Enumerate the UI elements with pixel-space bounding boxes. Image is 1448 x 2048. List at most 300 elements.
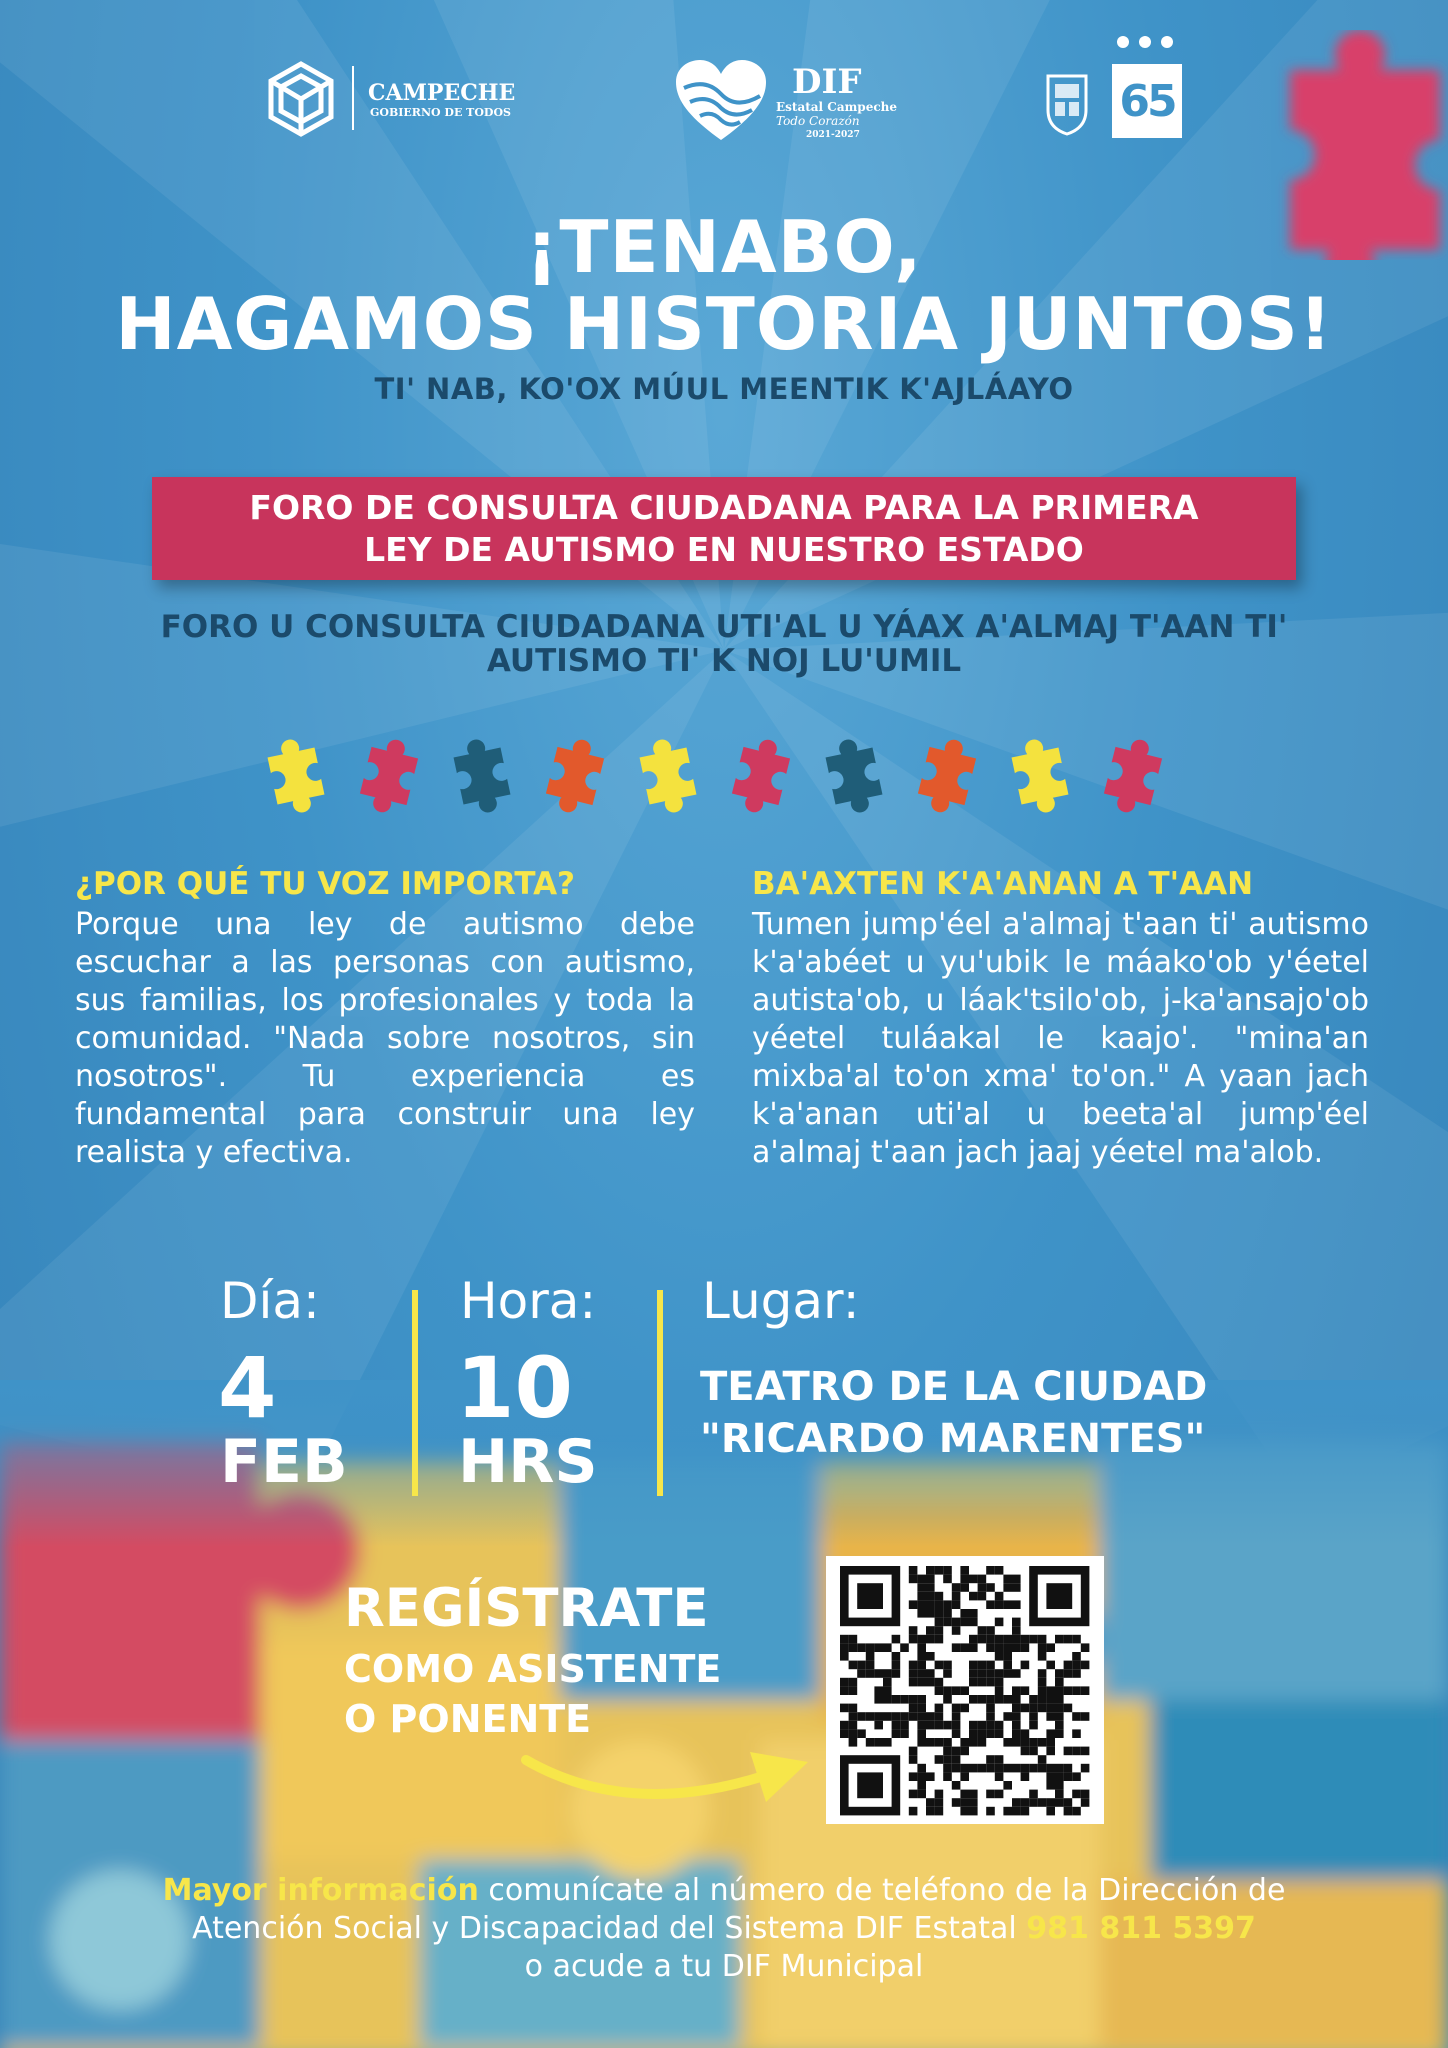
qr-module: [917, 1635, 926, 1644]
qr-module: [1029, 1712, 1038, 1721]
qr-module: [1046, 1738, 1055, 1747]
qr-module: [969, 1669, 978, 1678]
qr-module: [1003, 1583, 1012, 1592]
qr-module: [960, 1583, 969, 1592]
qr-module: [1003, 1807, 1012, 1816]
qr-module: [995, 1721, 1004, 1730]
qr-module: [840, 1652, 849, 1661]
qr-module: [1012, 1712, 1021, 1721]
divider-bar-2: [657, 1290, 663, 1496]
qr-module: [900, 1643, 909, 1652]
qr-module: [935, 1704, 944, 1713]
qr-module: [1046, 1764, 1055, 1773]
qr-module: [926, 1600, 935, 1609]
arrow-icon: [520, 1730, 820, 1820]
qr-module: [969, 1635, 978, 1644]
qr-module: [926, 1583, 935, 1592]
qr-module: [978, 1678, 987, 1687]
qr-module: [926, 1798, 935, 1807]
qr-module: [960, 1575, 969, 1584]
qr-module: [917, 1712, 926, 1721]
qr-module: [1064, 1764, 1073, 1773]
qr-module: [1038, 1798, 1047, 1807]
qr-module: [952, 1712, 961, 1721]
footer-line3: o acude a tu DIF Municipal: [524, 1949, 924, 1984]
qr-module: [874, 1695, 883, 1704]
qr-module: [857, 1669, 866, 1678]
qr-module: [840, 1686, 849, 1695]
qr-module: [1081, 1712, 1090, 1721]
qr-module: [849, 1738, 858, 1747]
qr-module: [892, 1721, 901, 1730]
qr-module: [1021, 1798, 1030, 1807]
qr-module: [1012, 1807, 1021, 1816]
qr-module: [1081, 1643, 1090, 1652]
qr-module: [986, 1807, 995, 1816]
qr-module: [917, 1609, 926, 1618]
qr-module: [935, 1686, 944, 1695]
qr-module: [969, 1764, 978, 1773]
qr-module: [952, 1755, 961, 1764]
why-maya-body: Tumen jump'éel a'almaj t'aan ti' autismo k'a'abéet u yu'ubik le máako'ob y'éetel autista'ob, u láak'tsilo'ob, j-ka'ansajo'ob yéetel tuláakal le kaajo'. "mina'an mixba'al to'on xma' to'on." A yaan jach k'a'anan uti'al u beeta'al jump'éel a'almaj t'aan jach jaaj yéetel ma'alob.: [752, 907, 1369, 1170]
qr-module: [978, 1661, 987, 1670]
qr-module: [943, 1695, 952, 1704]
qr-module: [909, 1755, 918, 1764]
qr-module: [849, 1678, 858, 1687]
qr-module: [909, 1695, 918, 1704]
qr-module: [995, 1790, 1004, 1799]
qr-module: [909, 1747, 918, 1756]
qr-module: [1021, 1747, 1030, 1756]
qr-module: [986, 1755, 995, 1764]
qr-module: [1038, 1669, 1047, 1678]
qr-module: [1029, 1721, 1038, 1730]
qr-module: [935, 1738, 944, 1747]
qr-module: [909, 1600, 918, 1609]
qr-module: [960, 1566, 969, 1575]
qr-module: [935, 1618, 944, 1627]
qr-module: [995, 1669, 1004, 1678]
qr-module: [935, 1635, 944, 1644]
qr-module: [926, 1635, 935, 1644]
qr-module: [857, 1729, 866, 1738]
forum-banner: [152, 477, 1296, 580]
qr-module: [1046, 1712, 1055, 1721]
qr-module: [926, 1678, 935, 1687]
qr-module: [986, 1635, 995, 1644]
qr-module: [935, 1807, 944, 1816]
qr-module: [1003, 1652, 1012, 1661]
qr-module: [995, 1600, 1004, 1609]
main-title-line2: HAGAMOS HISTORIA JUNTOS!: [115, 282, 1333, 366]
qr-module: [926, 1652, 935, 1661]
qr-module: [849, 1704, 858, 1713]
qr-module: [866, 1669, 875, 1678]
why-heading: ¿POR QUÉ TU VOZ IMPORTA?: [75, 866, 576, 902]
qr-module: [935, 1566, 944, 1575]
qr-module: [935, 1755, 944, 1764]
qr-module: [995, 1652, 1004, 1661]
qr-module: [1072, 1747, 1081, 1756]
footer-line1: [60, 1872, 1388, 1910]
qr-module: [1012, 1798, 1021, 1807]
qr-module: [1055, 1721, 1064, 1730]
footer-text2: Atención Social y Discapacidad del Sistema DIF Estatal: [192, 1911, 1027, 1946]
number-badge-value: 65: [1119, 75, 1175, 127]
qr-module: [1072, 1790, 1081, 1799]
dif-logo-name: DIF: [792, 62, 862, 102]
qr-module: [1029, 1764, 1038, 1773]
qr-module: [1055, 1686, 1064, 1695]
qr-module: [1012, 1729, 1021, 1738]
puzzle-piece-icon: [915, 734, 980, 818]
qr-module: [883, 1712, 892, 1721]
qr-module: [978, 1738, 987, 1747]
qr-module: [952, 1643, 961, 1652]
qr-module: [1081, 1790, 1090, 1799]
qr-module: [1072, 1686, 1081, 1695]
qr-module: [849, 1635, 858, 1644]
campeche-logo-icon: [265, 60, 337, 138]
qr-module: [1003, 1695, 1012, 1704]
qr-module: [986, 1626, 995, 1635]
qr-module: [1012, 1618, 1021, 1627]
puzzle-piece-icon: [451, 735, 513, 818]
qr-module: [849, 1729, 858, 1738]
dots-icon: [1117, 36, 1177, 50]
qr-module: [917, 1790, 926, 1799]
qr-module: [1055, 1772, 1064, 1781]
qr-module: [1029, 1635, 1038, 1644]
qr-module: [866, 1652, 875, 1661]
qr-module: [935, 1626, 944, 1635]
qr-module: [849, 1712, 858, 1721]
qr-module: [1055, 1729, 1064, 1738]
qr-module: [1029, 1790, 1038, 1799]
qr-module: [1012, 1704, 1021, 1713]
qr-module: [995, 1678, 1004, 1687]
qr-module: [1055, 1764, 1064, 1773]
qr-module: [840, 1704, 849, 1713]
qr-module: [1012, 1695, 1021, 1704]
why-body: Porque una ley de autismo debe escuchar a las personas con autismo, sus familias, los profesionales y toda la comunidad. "Nada sobre nosotros, sin nosotros". Tu experiencia es fundamental para construir una ley realista y efectiva.: [75, 907, 695, 1170]
qr-module: [926, 1712, 935, 1721]
campeche-logo-name: CAMPECHE: [368, 80, 516, 106]
qr-module: [986, 1600, 995, 1609]
qr-module: [909, 1772, 918, 1781]
qr-module: [952, 1764, 961, 1773]
qr-module: [969, 1738, 978, 1747]
qr-module: [978, 1592, 987, 1601]
qr-module: [857, 1712, 866, 1721]
qr-module: [866, 1738, 875, 1747]
qr-module: [840, 1635, 849, 1644]
qr-module: [883, 1643, 892, 1652]
qr-module: [892, 1729, 901, 1738]
qr-module: [1046, 1583, 1072, 1609]
qr-module: [995, 1635, 1004, 1644]
qr-module: [1081, 1747, 1090, 1756]
qr-module: [1055, 1678, 1064, 1687]
qr-module: [874, 1738, 883, 1747]
qr-module: [1012, 1643, 1021, 1652]
qr-module: [1046, 1798, 1055, 1807]
qr-module: [969, 1729, 978, 1738]
qr-module: [857, 1772, 883, 1798]
qr-module: [849, 1661, 858, 1670]
qr-module: [1021, 1704, 1030, 1713]
qr-module: [926, 1772, 935, 1781]
place-label: Lugar:: [702, 1272, 860, 1330]
qr-module: [986, 1669, 995, 1678]
qr-module: [969, 1695, 978, 1704]
qr-module: [917, 1738, 926, 1747]
qr-module: [1038, 1764, 1047, 1773]
qr-module: [926, 1626, 935, 1635]
qr-code[interactable]: [826, 1556, 1104, 1824]
qr-module: [1012, 1738, 1021, 1747]
qr-module: [952, 1686, 961, 1695]
puzzle-piece-icon: [1009, 735, 1071, 818]
qr-module: [1038, 1635, 1047, 1644]
qr-module: [960, 1738, 969, 1747]
qr-module: [969, 1678, 978, 1687]
qr-module: [849, 1721, 858, 1730]
qr-module: [978, 1635, 987, 1644]
qr-module: [926, 1669, 935, 1678]
qr-module: [1038, 1755, 1047, 1764]
qr-module: [917, 1781, 926, 1790]
qr-module: [849, 1643, 858, 1652]
qr-module: [960, 1798, 969, 1807]
qr-module: [995, 1764, 1004, 1773]
qr-module: [978, 1695, 987, 1704]
register-line2: COMO ASISTENTE: [344, 1647, 722, 1691]
municipal-crest-icon: [1044, 70, 1090, 136]
qr-module: [978, 1575, 987, 1584]
logo-divider: [352, 66, 354, 130]
qr-module: [952, 1798, 961, 1807]
qr-module: [874, 1712, 883, 1721]
qr-module: [892, 1695, 901, 1704]
qr-module: [1072, 1807, 1081, 1816]
qr-module: [1064, 1635, 1073, 1644]
qr-module: [986, 1643, 995, 1652]
qr-module: [1064, 1772, 1073, 1781]
qr-module: [909, 1807, 918, 1816]
puzzle-piece-icon: [265, 735, 327, 818]
qr-module: [1038, 1652, 1047, 1661]
qr-module: [917, 1643, 926, 1652]
qr-module: [917, 1661, 926, 1670]
qr-module: [969, 1790, 978, 1799]
register-title: REGÍSTRATE: [344, 1578, 709, 1639]
qr-module: [1021, 1635, 1030, 1644]
qr-module: [1046, 1729, 1055, 1738]
qr-module: [1064, 1807, 1073, 1816]
campeche-logo-tagline: GOBIERNO DE TODOS: [370, 106, 511, 119]
qr-module: [952, 1721, 961, 1730]
qr-module: [1046, 1695, 1055, 1704]
qr-module: [935, 1600, 944, 1609]
qr-module: [952, 1704, 961, 1713]
qr-module: [883, 1686, 892, 1695]
qr-module: [986, 1678, 995, 1687]
qr-module: [995, 1695, 1004, 1704]
qr-module: [883, 1678, 892, 1687]
qr-module: [926, 1566, 935, 1575]
qr-module: [935, 1790, 944, 1799]
qr-module: [1064, 1669, 1073, 1678]
qr-module: [943, 1755, 952, 1764]
qr-module: [1072, 1669, 1081, 1678]
qr-module: [874, 1643, 883, 1652]
qr-module: [1029, 1704, 1038, 1713]
qr-module: [917, 1772, 926, 1781]
forum-maya-title: [80, 610, 1368, 678]
qr-module: [952, 1592, 961, 1601]
qr-module: [943, 1747, 952, 1756]
qr-module: [952, 1600, 961, 1609]
qr-module: [892, 1635, 901, 1644]
qr-module: [866, 1643, 875, 1652]
qr-module: [883, 1669, 892, 1678]
forum-maya-line1: FORO U CONSULTA CIUDADANA UTI'AL U YÁAX A'ALMAJ T'AAN TI': [160, 609, 1288, 645]
qr-module: [1081, 1661, 1090, 1670]
qr-module: [909, 1661, 918, 1670]
qr-module: [909, 1678, 918, 1687]
qr-module: [917, 1721, 926, 1730]
qr-module: [917, 1583, 926, 1592]
main-title-line1: ¡TENABO,: [525, 205, 923, 289]
qr-module: [969, 1661, 978, 1670]
qr-module: [926, 1807, 935, 1816]
qr-module: [960, 1618, 969, 1627]
qr-module: [917, 1575, 926, 1584]
qr-module: [1012, 1635, 1021, 1644]
qr-module: [1064, 1686, 1073, 1695]
qr-module: [874, 1669, 883, 1678]
qr-module: [1064, 1661, 1073, 1670]
qr-module: [969, 1592, 978, 1601]
qr-module: [1064, 1747, 1073, 1756]
puzzle-piece-icon: [637, 735, 699, 818]
puzzle-piece-icon: [543, 734, 608, 818]
qr-module: [1072, 1652, 1081, 1661]
qr-module: [900, 1695, 909, 1704]
qr-module: [1003, 1781, 1012, 1790]
qr-module: [1021, 1729, 1030, 1738]
qr-module: [969, 1643, 978, 1652]
qr-module: [995, 1772, 1004, 1781]
puzzle-piece-icon: [729, 734, 794, 818]
qr-module: [960, 1764, 969, 1773]
dif-logo-years: 2021-2027: [806, 130, 860, 140]
qr-module: [952, 1626, 961, 1635]
qr-module: [883, 1695, 892, 1704]
qr-module: [960, 1790, 969, 1799]
qr-module: [866, 1661, 875, 1670]
qr-module: [1055, 1669, 1064, 1678]
qr-module: [1012, 1626, 1021, 1635]
qr-module: [1046, 1686, 1055, 1695]
day-number: 4: [218, 1339, 277, 1437]
forum-banner-line2: LEY DE AUTISMO EN NUESTRO ESTADO: [364, 529, 1084, 569]
qr-module: [978, 1626, 987, 1635]
qr-module: [917, 1600, 926, 1609]
qr-module: [1012, 1686, 1021, 1695]
qr-module: [1021, 1764, 1030, 1773]
qr-module: [1072, 1712, 1081, 1721]
qr-module: [943, 1661, 952, 1670]
footer-info: [60, 1872, 1388, 1986]
qr-module: [866, 1712, 875, 1721]
qr-module: [840, 1729, 849, 1738]
qr-module: [995, 1566, 1004, 1575]
qr-module: [943, 1609, 952, 1618]
qr-module: [1038, 1704, 1047, 1713]
qr-module: [960, 1643, 969, 1652]
qr-module: [986, 1721, 995, 1730]
qr-module: [995, 1618, 1004, 1627]
qr-module: [935, 1712, 944, 1721]
qr-module: [892, 1712, 901, 1721]
qr-module: [1081, 1686, 1090, 1695]
qr-module: [986, 1695, 995, 1704]
qr-module: [986, 1661, 995, 1670]
qr-module: [986, 1764, 995, 1773]
qr-module: [1021, 1661, 1030, 1670]
qr-module: [969, 1798, 978, 1807]
qr-module: [952, 1781, 961, 1790]
qr-module: [857, 1661, 866, 1670]
qr-module: [986, 1583, 995, 1592]
qr-module: [943, 1764, 952, 1773]
qr-module: [917, 1669, 926, 1678]
place-line1: TEATRO DE LA CIUDAD: [700, 1364, 1208, 1410]
footer-phone[interactable]: 981 811 5397: [1026, 1911, 1256, 1946]
qr-module: [935, 1661, 944, 1670]
qr-module: [978, 1729, 987, 1738]
footer-highlight: Mayor información: [162, 1873, 479, 1908]
qr-module: [917, 1695, 926, 1704]
qr-module: [1046, 1704, 1055, 1713]
qr-module: [1021, 1772, 1030, 1781]
dif-logo-tagline: Todo Corazón: [776, 114, 860, 128]
qr-module: [943, 1738, 952, 1747]
qr-module: [943, 1721, 952, 1730]
qr-module: [883, 1738, 892, 1747]
qr-module: [900, 1729, 909, 1738]
qr-module: [1003, 1661, 1012, 1670]
qr-module: [986, 1790, 995, 1799]
qr-module: [978, 1721, 987, 1730]
qr-module: [952, 1618, 961, 1627]
qr-module: [849, 1686, 858, 1695]
qr-module: [1003, 1575, 1012, 1584]
qr-module: [969, 1609, 978, 1618]
qr-module: [1038, 1678, 1047, 1687]
qr-module: [1038, 1738, 1047, 1747]
qr-module: [1003, 1669, 1012, 1678]
qr-module: [978, 1669, 987, 1678]
qr-module: [1021, 1738, 1030, 1747]
qr-module: [892, 1652, 901, 1661]
divider-bar-1: [412, 1290, 418, 1496]
day-label: Día:: [220, 1272, 320, 1330]
dif-logo-subtitle: Estatal Campeche: [776, 100, 897, 114]
qr-module: [995, 1755, 1004, 1764]
